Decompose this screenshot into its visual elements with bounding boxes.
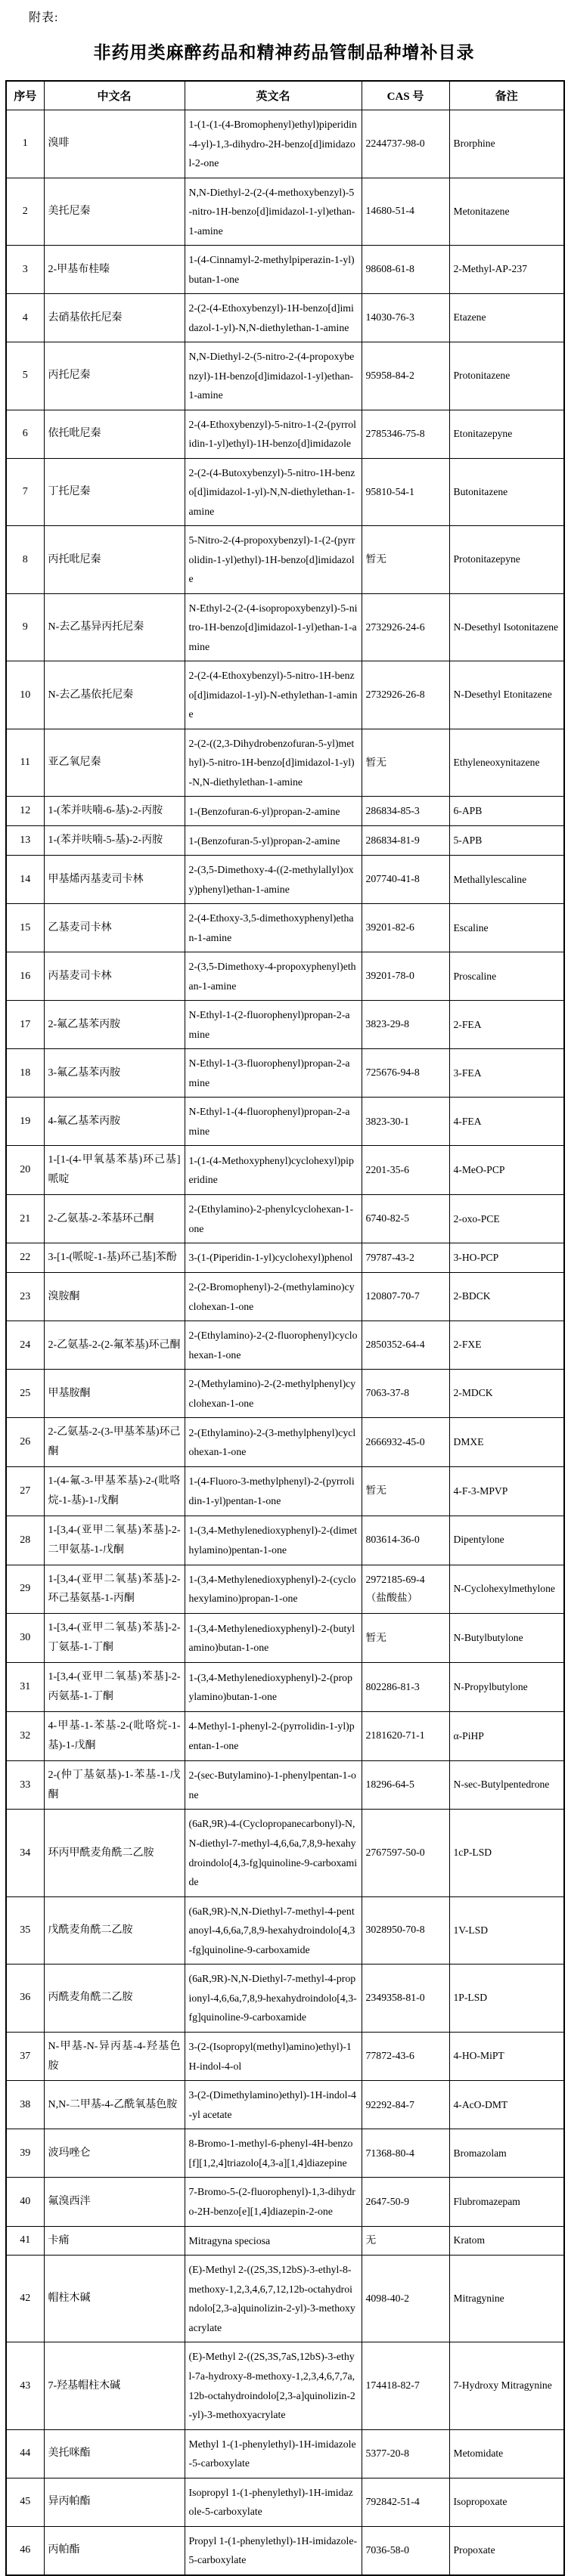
cell-cn-name: 丙托尼秦 <box>44 342 185 410</box>
cell-note: N-Desethyl Isotonitazene <box>449 593 564 661</box>
table-row <box>6 661 564 729</box>
cell-note: N-Cyclohexylmethylone <box>449 1565 564 1614</box>
cell-note: Proscaline <box>449 952 564 1001</box>
cell-row-number: 5 <box>6 342 44 410</box>
cell-note: Escaline <box>449 904 564 952</box>
cell-en-name: N,N-Diethyl-2-(5-nitro-2-(4-propoxybenzyl)-1H-benzo[d]imidazol-1-yl)ethan-1-amine <box>185 342 362 410</box>
cell-row-number: 9 <box>6 593 44 661</box>
table-row <box>6 526 564 594</box>
cell-note: 3-FEA <box>449 1049 564 1098</box>
cell-en-name: 3-(1-(Piperidin-1-yl)cyclohexyl)phenol <box>185 1243 362 1273</box>
table-row <box>6 2226 564 2256</box>
table-row <box>6 2429 564 2478</box>
table-row <box>6 2256 564 2342</box>
cell-row-number: 19 <box>6 1098 44 1146</box>
cell-cn-name: 波玛唑仑 <box>44 2129 185 2178</box>
column-header-no: 序号 <box>6 81 44 110</box>
table-row <box>6 856 564 904</box>
cell-row-number: 13 <box>6 826 44 856</box>
cell-note: 4-MeO-PCP <box>449 1146 564 1195</box>
column-header-note: 备注 <box>449 81 564 110</box>
cell-en-name: (E)-Methyl 2-((2S,3S,12bS)-3-ethyl-8-methoxy-1,2,3,4,6,7,12,12b-octahydroindolo[2,3-a]quinolizin-2-yl)-3-methoxyacrylate <box>185 2256 362 2342</box>
cell-cn-name: 氟溴西泮 <box>44 2178 185 2226</box>
cell-cas-number: 2647-50-9 <box>362 2178 449 2226</box>
cell-row-number: 35 <box>6 1896 44 1965</box>
table-header-row <box>6 81 564 110</box>
cell-cas-number: 2244737-98-0 <box>362 110 449 178</box>
cell-cn-name: 2-氟乙基苯丙胺 <box>44 1001 185 1049</box>
cell-row-number: 46 <box>6 2526 44 2575</box>
cell-row-number: 16 <box>6 952 44 1001</box>
cell-en-name: N-Ethyl-1-(3-fluorophenyl)propan-2-amine <box>185 1049 362 1098</box>
cell-cas-number: 95958-84-2 <box>362 342 449 410</box>
cell-cas-number: 7063-37-8 <box>362 1370 449 1418</box>
table-row <box>6 342 564 410</box>
table-row <box>6 1663 564 1712</box>
cell-row-number: 28 <box>6 1516 44 1565</box>
cell-row-number: 1 <box>6 110 44 178</box>
cell-en-name: N-Ethyl-1-(4-fluorophenyl)propan-2-amine <box>185 1098 362 1146</box>
cell-cn-name: 1-(苯并呋喃-6-基)-2-丙胺 <box>44 797 185 826</box>
table-row <box>6 952 564 1001</box>
cell-row-number: 37 <box>6 2032 44 2081</box>
cell-cn-name: 1-[3,4-(亚甲二氧基)苯基]-2-丙氨基-1-丁酮 <box>44 1663 185 1712</box>
cell-cn-name: 1-[1-(4-甲氧基苯基)环己基]哌啶 <box>44 1146 185 1195</box>
table-row <box>6 1146 564 1195</box>
cell-cas-number: 暂无 <box>362 729 449 797</box>
cell-cn-name: 甲基胺酮 <box>44 1370 185 1418</box>
cell-row-number: 38 <box>6 2081 44 2129</box>
table-row <box>6 2478 564 2526</box>
cell-cn-name: N-甲基-N-异丙基-4-羟基色胺 <box>44 2032 185 2081</box>
cell-cas-number: 802286-81-3 <box>362 1663 449 1712</box>
table-row <box>6 1098 564 1146</box>
cell-cas-number: 39201-78-0 <box>362 952 449 1001</box>
cell-cn-name: 7-羟基帽柱木碱 <box>44 2342 185 2429</box>
cell-note: Brorphine <box>449 110 564 178</box>
table-row <box>6 729 564 797</box>
table-row <box>6 178 564 246</box>
cell-note: 6-APB <box>449 797 564 826</box>
cell-en-name: 1-(3,4-Methylenedioxyphenyl)-2-(propylamino)butan-1-one <box>185 1663 362 1712</box>
cell-row-number: 3 <box>6 246 44 294</box>
cell-note: Dipentylone <box>449 1516 564 1565</box>
table-row <box>6 826 564 856</box>
cell-cas-number: 3028950-70-8 <box>362 1896 449 1965</box>
cell-cas-number: 71368-80-4 <box>362 2129 449 2178</box>
cell-note: 2-FXE <box>449 1321 564 1370</box>
cell-note: Methallylescaline <box>449 856 564 904</box>
table-row <box>6 1418 564 1467</box>
cell-en-name: 4-Methyl-1-phenyl-2-(pyrrolidin-1-yl)pentan-1-one <box>185 1711 362 1760</box>
cell-en-name: 1-(Benzofuran-6-yl)propan-2-amine <box>185 797 362 826</box>
cell-row-number: 42 <box>6 2256 44 2342</box>
cell-note: N-Propylbutylone <box>449 1663 564 1712</box>
cell-row-number: 32 <box>6 1711 44 1760</box>
cell-cas-number: 暂无 <box>362 526 449 594</box>
cell-note: 5-APB <box>449 826 564 856</box>
cell-cn-name: 亚乙氧尼秦 <box>44 729 185 797</box>
table-row <box>6 410 564 458</box>
cell-cas-number: 暂无 <box>362 1467 449 1516</box>
cell-cas-number: 207740-41-8 <box>362 856 449 904</box>
cell-cas-number: 2732926-26-8 <box>362 661 449 729</box>
cell-cas-number: 2767597-50-0 <box>362 1810 449 1896</box>
cell-cas-number: 14030-76-3 <box>362 294 449 342</box>
cell-en-name: Methyl 1-(1-phenylethyl)-1H-imidazole-5-carboxylate <box>185 2429 362 2478</box>
cell-en-name: 1-(4-Fluoro-3-methylphenyl)-2-(pyrrolidin-1-yl)pentan-1-one <box>185 1467 362 1516</box>
cell-en-name: 1-(Benzofuran-5-yl)propan-2-amine <box>185 826 362 856</box>
cell-en-name: 2-(4-Ethoxybenzyl)-5-nitro-1-(2-(pyrrolidin-1-yl)ethyl)-1H-benzo[d]imidazole <box>185 410 362 458</box>
cell-cas-number: 14680-51-4 <box>362 178 449 246</box>
cell-cn-name: 4-甲基-1-苯基-2-(吡咯烷-1-基)-1-戊酮 <box>44 1711 185 1760</box>
cell-row-number: 39 <box>6 2129 44 2178</box>
cell-cn-name: 1-(苯并呋喃-5-基)-2-丙胺 <box>44 826 185 856</box>
cell-note: 4-F-3-MPVP <box>449 1467 564 1516</box>
cell-row-number: 26 <box>6 1418 44 1467</box>
cell-cas-number: 79787-43-2 <box>362 1243 449 1273</box>
cell-cas-number: 2785346-75-8 <box>362 410 449 458</box>
cell-row-number: 10 <box>6 661 44 729</box>
table-row <box>6 1273 564 1321</box>
cell-cn-name: 美托尼秦 <box>44 178 185 246</box>
cell-cas-number: 2201-35-6 <box>362 1146 449 1195</box>
cell-cas-number: 5377-20-8 <box>362 2429 449 2478</box>
table-row <box>6 1810 564 1896</box>
cell-cn-name: 3-[1-(哌啶-1-基)环己基]苯酚 <box>44 1243 185 1273</box>
table-row <box>6 797 564 826</box>
cell-row-number: 40 <box>6 2178 44 2226</box>
cell-cn-name: 1-[3,4-(亚甲二氧基)苯基]-2-丁氨基-1-丁酮 <box>44 1614 185 1663</box>
cell-cn-name: 溴胺酮 <box>44 1273 185 1321</box>
cell-cn-name: 溴啡 <box>44 110 185 178</box>
cell-cas-number: 暂无 <box>362 1614 449 1663</box>
cell-en-name: (6aR,9R)-N,N-Diethyl-7-methyl-4-propionyl-4,6,6a,7,8,9-hexahydroindolo[4,3-fg]quinoline-9-carboxamide <box>185 1965 362 2033</box>
cell-cas-number: 6740-82-5 <box>362 1195 449 1243</box>
cell-cn-name: 2-乙氨基-2-(2-氟苯基)环己酮 <box>44 1321 185 1370</box>
table-row <box>6 294 564 342</box>
table-row <box>6 246 564 294</box>
cell-cn-name: 帽柱木碱 <box>44 2256 185 2342</box>
cell-row-number: 7 <box>6 458 44 526</box>
table-row <box>6 1321 564 1370</box>
cell-cas-number: 2181620-71-1 <box>362 1711 449 1760</box>
cell-note: 1V-LSD <box>449 1896 564 1965</box>
cell-row-number: 21 <box>6 1195 44 1243</box>
cell-en-name: 2-(3,5-Dimethoxy-4-propoxyphenyl)ethan-1-amine <box>185 952 362 1001</box>
cell-en-name: 2-(2-Bromophenyl)-2-(methylamino)cyclohexan-1-one <box>185 1273 362 1321</box>
cell-row-number: 2 <box>6 178 44 246</box>
cell-cas-number: 2666932-45-0 <box>362 1418 449 1467</box>
cell-note: N-Butylbutylone <box>449 1614 564 1663</box>
cell-note: N-Desethyl Etonitazene <box>449 661 564 729</box>
cell-en-name: 1-(3,4-Methylenedioxyphenyl)-2-(butylamino)butan-1-one <box>185 1614 362 1663</box>
cell-cas-number: 3823-30-1 <box>362 1098 449 1146</box>
cell-note: Propoxate <box>449 2526 564 2575</box>
cell-cn-name: 丙基麦司卡林 <box>44 952 185 1001</box>
cell-note: Protonitazepyne <box>449 526 564 594</box>
cell-row-number: 45 <box>6 2478 44 2526</box>
cell-cas-number: 286834-81-9 <box>362 826 449 856</box>
table-row <box>6 1049 564 1098</box>
cell-note: Etazene <box>449 294 564 342</box>
table-row <box>6 2178 564 2226</box>
cell-cn-name: 环丙甲酰麦角酰二乙胺 <box>44 1810 185 1896</box>
cell-en-name: 1-(3,4-Methylenedioxyphenyl)-2-(cyclohexylamino)propan-1-one <box>185 1565 362 1614</box>
cell-note: 4-AcO-DMT <box>449 2081 564 2129</box>
cell-cas-number: 18296-64-5 <box>362 1760 449 1810</box>
cell-note: Mitragynine <box>449 2256 564 2342</box>
cell-cas-number: 2972185-69-4（盐酸盐） <box>362 1565 449 1614</box>
attachment-label: 附表: <box>29 11 59 24</box>
cell-cn-name: N-去乙基异丙托尼秦 <box>44 593 185 661</box>
cell-cn-name: 丁托尼秦 <box>44 458 185 526</box>
cell-cas-number: 95810-54-1 <box>362 458 449 526</box>
cell-row-number: 12 <box>6 797 44 826</box>
cell-cas-number: 2349358-81-0 <box>362 1965 449 2033</box>
table-row <box>6 1565 564 1614</box>
cell-en-name: 8-Bromo-1-methyl-6-phenyl-4H-benzo[f][1,2,4]triazolo[4,3-a][1,4]diazepine <box>185 2129 362 2178</box>
table-row <box>6 1614 564 1663</box>
table-row <box>6 904 564 952</box>
cell-en-name: 1-(1-(4-Methoxyphenyl)cyclohexyl)piperidine <box>185 1146 362 1195</box>
table-row <box>6 1760 564 1810</box>
cell-row-number: 18 <box>6 1049 44 1098</box>
cell-cas-number: 2732926-24-6 <box>362 593 449 661</box>
cell-row-number: 29 <box>6 1565 44 1614</box>
table-row <box>6 2081 564 2129</box>
cell-row-number: 36 <box>6 1965 44 2033</box>
cell-en-name: 1-(1-(1-(4-Bromophenyl)ethyl)piperidin-4-yl)-1,3-dihydro-2H-benzo[d]imidazol-2-one <box>185 110 362 178</box>
cell-note: Kratom <box>449 2226 564 2256</box>
cell-cn-name: 3-氟乙基苯丙胺 <box>44 1049 185 1098</box>
cell-row-number: 33 <box>6 1760 44 1810</box>
cell-note: Butonitazene <box>449 458 564 526</box>
cell-note: 2-oxo-PCE <box>449 1195 564 1243</box>
table-row <box>6 1001 564 1049</box>
table-row <box>6 1896 564 1965</box>
cell-row-number: 44 <box>6 2429 44 2478</box>
cell-cas-number: 98608-61-8 <box>362 246 449 294</box>
cell-cn-name: 丙帕酯 <box>44 2526 185 2575</box>
cell-en-name: N-Ethyl-1-(2-fluorophenyl)propan-2-amine <box>185 1001 362 1049</box>
column-header-en-name: 英文名 <box>185 81 362 110</box>
cell-row-number: 22 <box>6 1243 44 1273</box>
cell-note: Bromazolam <box>449 2129 564 2178</box>
cell-cn-name: N-去乙基依托尼秦 <box>44 661 185 729</box>
cell-en-name: (E)-Methyl 2-((2S,3S,7aS,12bS)-3-ethyl-7a-hydroxy-8-methoxy-1,2,3,4,6,7,7a,12b-octahydroindolo[2,3-a]quinolizin-2-yl)-3-methoxyacrylate <box>185 2342 362 2429</box>
catalog-table <box>5 80 565 2576</box>
table-row <box>6 458 564 526</box>
cell-en-name: Mitragyna speciosa <box>185 2226 362 2256</box>
table-row <box>6 1243 564 1273</box>
table-row <box>6 1195 564 1243</box>
page-title: 非药用类麻醉药品和精神药品管制品种增补目录 <box>93 43 475 62</box>
cell-cas-number: 725676-94-8 <box>362 1049 449 1098</box>
cell-en-name: 7-Bromo-5-(2-fluorophenyl)-1,3-dihydro-2H-benzo[e][1,4]diazepin-2-one <box>185 2178 362 2226</box>
cell-cn-name: 美托咪酯 <box>44 2429 185 2478</box>
cell-en-name: 2-(4-Ethoxy-3,5-dimethoxyphenyl)ethan-1-amine <box>185 904 362 952</box>
cell-note: 2-BDCK <box>449 1273 564 1321</box>
cell-en-name: 1-(3,4-Methylenedioxyphenyl)-2-(dimethylamino)pentan-1-one <box>185 1516 362 1565</box>
cell-cn-name: 异丙帕酯 <box>44 2478 185 2526</box>
cell-row-number: 23 <box>6 1273 44 1321</box>
cell-en-name: 2-(2-((2,3-Dihydrobenzofuran-5-yl)methyl)-5-nitro-1H-benzo[d]imidazol-1-yl)-N,N-diethylethan-1-amine <box>185 729 362 797</box>
cell-cn-name: 乙基麦司卡林 <box>44 904 185 952</box>
cell-en-name: 3-(2-(Isopropyl(methyl)amino)ethyl)-1H-indol-4-ol <box>185 2032 362 2081</box>
cell-en-name: 2-(3,5-Dimethoxy-4-((2-methylallyl)oxy)phenyl)ethan-1-amine <box>185 856 362 904</box>
table-row <box>6 1965 564 2033</box>
cell-cn-name: 丙托吡尼秦 <box>44 526 185 594</box>
cell-en-name: N,N-Diethyl-2-(2-(4-methoxybenzyl)-5-nitro-1H-benzo[d]imidazol-1-yl)ethan-1-amine <box>185 178 362 246</box>
cell-cn-name: 去硝基依托尼秦 <box>44 294 185 342</box>
cell-en-name: 2-(Ethylamino)-2-(3-methylphenyl)cyclohexan-1-one <box>185 1418 362 1467</box>
cell-en-name: 5-Nitro-2-(4-propoxybenzyl)-1-(2-(pyrrolidin-1-yl)ethyl)-1H-benzo[d]imidazole <box>185 526 362 594</box>
cell-cn-name: 2-乙氨基-2-苯基环己酮 <box>44 1195 185 1243</box>
cell-cn-name: 1-[3,4-(亚甲二氧基)苯基]-2-二甲氨基-1-戊酮 <box>44 1516 185 1565</box>
cell-note: 4-HO-MiPT <box>449 2032 564 2081</box>
cell-row-number: 8 <box>6 526 44 594</box>
cell-en-name: (6aR,9R)-N,N-Diethyl-7-methyl-4-pentanoyl-4,6,6a,7,8,9-hexahydroindolo[4,3-fg]quinoline-9-carboxamide <box>185 1896 362 1965</box>
cell-row-number: 30 <box>6 1614 44 1663</box>
cell-note: Etonitazepyne <box>449 410 564 458</box>
cell-row-number: 27 <box>6 1467 44 1516</box>
cell-cn-name: 甲基烯丙基麦司卡林 <box>44 856 185 904</box>
cell-cn-name: 卡痛 <box>44 2226 185 2256</box>
cell-en-name: N-Ethyl-2-(2-(4-isopropoxybenzyl)-5-nitro-1H-benzo[d]imidazol-1-yl)ethan-1-amine <box>185 593 362 661</box>
cell-row-number: 24 <box>6 1321 44 1370</box>
cell-cn-name: 2-(仲丁基氨基)-1-苯基-1-戊酮 <box>44 1760 185 1810</box>
cell-note: Isopropoxate <box>449 2478 564 2526</box>
cell-note: 4-FEA <box>449 1098 564 1146</box>
cell-note: N-sec-Butylpentedrone <box>449 1760 564 1810</box>
cell-note: 2-MDCK <box>449 1370 564 1418</box>
table-row <box>6 1467 564 1516</box>
cell-cas-number: 77872-43-6 <box>362 2032 449 2081</box>
cell-en-name: 1-(4-Cinnamyl-2-methylpiperazin-1-yl)butan-1-one <box>185 246 362 294</box>
cell-row-number: 41 <box>6 2226 44 2256</box>
cell-row-number: 31 <box>6 1663 44 1712</box>
cell-cas-number: 4098-40-2 <box>362 2256 449 2342</box>
cell-cn-name: 丙酰麦角酰二乙胺 <box>44 1965 185 2033</box>
cell-cas-number: 39201-82-6 <box>362 904 449 952</box>
cell-en-name: (6aR,9R)-4-(Cyclopropanecarbonyl)-N,N-diethyl-7-methyl-4,6,6a,7,8,9-hexahydroindolo[4,3-fg]quinoline-9-carboxamide <box>185 1810 362 1896</box>
cell-en-name: 2-(Ethylamino)-2-phenylcyclohexan-1-one <box>185 1195 362 1243</box>
table-row <box>6 2032 564 2081</box>
cell-row-number: 4 <box>6 294 44 342</box>
cell-en-name: 2-(Ethylamino)-2-(2-fluorophenyl)cyclohexan-1-one <box>185 1321 362 1370</box>
cell-row-number: 11 <box>6 729 44 797</box>
cell-row-number: 14 <box>6 856 44 904</box>
table-row <box>6 1370 564 1418</box>
cell-cas-number: 803614-36-0 <box>362 1516 449 1565</box>
table-row <box>6 2129 564 2178</box>
cell-cas-number: 3823-29-8 <box>362 1001 449 1049</box>
table-row <box>6 2526 564 2575</box>
cell-note: Metomidate <box>449 2429 564 2478</box>
column-header-cn-name: 中文名 <box>44 81 185 110</box>
table-row <box>6 110 564 178</box>
cell-en-name: Isopropyl 1-(1-phenylethyl)-1H-imidazole-5-carboxylate <box>185 2478 362 2526</box>
cell-cas-number: 174418-82-7 <box>362 2342 449 2429</box>
cell-cas-number: 792842-51-4 <box>362 2478 449 2526</box>
cell-row-number: 6 <box>6 410 44 458</box>
cell-row-number: 43 <box>6 2342 44 2429</box>
cell-row-number: 15 <box>6 904 44 952</box>
cell-en-name: 2-(Methylamino)-2-(2-methylphenyl)cyclohexan-1-one <box>185 1370 362 1418</box>
cell-note: DMXE <box>449 1418 564 1467</box>
cell-cn-name: N,N-二甲基-4-乙酰氧基色胺 <box>44 2081 185 2129</box>
cell-cas-number: 92292-84-7 <box>362 2081 449 2129</box>
cell-row-number: 34 <box>6 1810 44 1896</box>
cell-cn-name: 4-氟乙基苯丙胺 <box>44 1098 185 1146</box>
cell-note: 1cP-LSD <box>449 1810 564 1896</box>
cell-cas-number: 7036-58-0 <box>362 2526 449 2575</box>
cell-row-number: 25 <box>6 1370 44 1418</box>
cell-en-name: 2-(2-(4-Ethoxybenzyl)-5-nitro-1H-benzo[d]imidazol-1-yl)-N-ethylethan-1-amine <box>185 661 362 729</box>
column-header-cas: CAS 号 <box>362 81 449 110</box>
cell-en-name: Propyl 1-(1-phenylethyl)-1H-imidazole-5-carboxylate <box>185 2526 362 2575</box>
table-row <box>6 1516 564 1565</box>
cell-note: 2-FEA <box>449 1001 564 1049</box>
table-row <box>6 1711 564 1760</box>
cell-cas-number: 无 <box>362 2226 449 2256</box>
cell-cn-name: 1-(4-氟-3-甲基苯基)-2-(吡咯烷-1-基)-1-戊酮 <box>44 1467 185 1516</box>
cell-note: 1P-LSD <box>449 1965 564 2033</box>
cell-note: 3-HO-PCP <box>449 1243 564 1273</box>
cell-note: Protonitazene <box>449 342 564 410</box>
cell-cas-number: 286834-85-3 <box>362 797 449 826</box>
cell-en-name: 2-(sec-Butylamino)-1-phenylpentan-1-one <box>185 1760 362 1810</box>
cell-note: α-PiHP <box>449 1711 564 1760</box>
table-row <box>6 593 564 661</box>
cell-en-name: 3-(2-(Dimethylamino)ethyl)-1H-indol-4-yl acetate <box>185 2081 362 2129</box>
cell-cn-name: 2-甲基布桂嗪 <box>44 246 185 294</box>
cell-cn-name: 2-乙氨基-2-(3-甲基苯基)环己酮 <box>44 1418 185 1467</box>
cell-cas-number: 2850352-64-4 <box>362 1321 449 1370</box>
cell-cn-name: 依托吡尼秦 <box>44 410 185 458</box>
cell-cas-number: 120807-70-7 <box>362 1273 449 1321</box>
cell-en-name: 2-(2-(4-Ethoxybenzyl)-1H-benzo[d]imidazol-1-yl)-N,N-diethylethan-1-amine <box>185 294 362 342</box>
cell-note: Flubromazepam <box>449 2178 564 2226</box>
cell-note: 2-Methyl-AP-237 <box>449 246 564 294</box>
cell-note: Ethyleneoxynitazene <box>449 729 564 797</box>
cell-note: Metonitazene <box>449 178 564 246</box>
cell-row-number: 20 <box>6 1146 44 1195</box>
cell-cn-name: 戊酰麦角酰二乙胺 <box>44 1896 185 1965</box>
cell-note: 7-Hydroxy Mitragynine <box>449 2342 564 2429</box>
cell-en-name: 2-(2-(4-Butoxybenzyl)-5-nitro-1H-benzo[d]imidazol-1-yl)-N,N-diethylethan-1-amine <box>185 458 362 526</box>
table-row <box>6 2342 564 2429</box>
cell-cn-name: 1-[3,4-(亚甲二氧基)苯基]-2-环己基氨基-1-丙酮 <box>44 1565 185 1614</box>
cell-row-number: 17 <box>6 1001 44 1049</box>
